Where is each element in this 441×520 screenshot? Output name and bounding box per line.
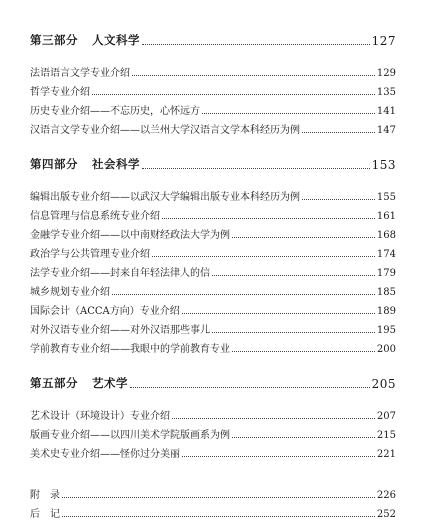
entry-page: 161 <box>376 211 396 222</box>
entry-title: 美术史专业介绍——怪你过分美丽 <box>30 449 180 460</box>
leader-dots <box>152 256 375 257</box>
entry-page: 135 <box>376 87 396 98</box>
toc-entry[interactable] <box>30 60 396 79</box>
toc-entry[interactable] <box>30 241 396 260</box>
entry-page: 207 <box>376 411 396 422</box>
leader-dots <box>162 218 375 219</box>
entry-title: 艺术设计（环境设计）专业介绍 <box>30 411 170 422</box>
leader-dots <box>202 113 375 114</box>
entry-page: 179 <box>376 268 396 279</box>
entry-page: 168 <box>376 230 396 241</box>
entry-title: 国际会计（ACCA方向）专业介绍 <box>30 306 180 317</box>
entry-page: 185 <box>376 287 396 298</box>
entry-title: 历史专业介绍——不忘历史，心怀远方 <box>30 106 200 117</box>
toc-entry[interactable] <box>30 441 396 460</box>
toc-entry[interactable] <box>30 98 396 117</box>
leader-dots <box>182 456 375 457</box>
toc-entry[interactable] <box>30 298 396 317</box>
entry-title: 法语语言文学专业介绍 <box>30 68 130 79</box>
toc-entry[interactable] <box>30 279 396 298</box>
entry-page: 174 <box>376 249 396 260</box>
section-title <box>30 156 140 172</box>
leader-dots <box>112 294 375 295</box>
section-name: 社会科学 <box>92 157 140 171</box>
toc-entry[interactable] <box>30 117 396 136</box>
entry-title: 后 记 <box>30 509 60 520</box>
section-title <box>30 32 140 48</box>
leader-dots <box>62 516 375 517</box>
leader-dots <box>130 387 370 388</box>
leader-dots <box>172 418 375 419</box>
leader-dots <box>212 275 375 276</box>
toc-entry[interactable] <box>30 317 396 336</box>
leader-dots <box>232 437 375 438</box>
entry-title: 汉语言文学专业介绍——以兰州大学汉语言文学本科经历为例 <box>30 125 300 136</box>
leader-dots <box>142 168 370 169</box>
entry-title: 附 录 <box>30 490 60 501</box>
leader-dots <box>182 313 375 314</box>
section-title <box>30 375 128 391</box>
entry-title: 学前教育专业介绍——我眼中的学前教育专业 <box>30 344 230 355</box>
leader-dots <box>92 94 375 95</box>
toc-entry[interactable] <box>30 260 396 279</box>
entry-page: 195 <box>376 325 396 336</box>
toc-entry[interactable] <box>30 222 396 241</box>
toc-entry[interactable] <box>30 79 396 98</box>
section-page: 153 <box>371 158 396 172</box>
leader-dots <box>302 132 375 133</box>
section-name: 人文科学 <box>92 33 140 47</box>
entry-page: 141 <box>376 106 396 117</box>
leader-dots <box>232 237 375 238</box>
entry-page: 226 <box>376 490 396 501</box>
entry-title: 政治学与公共管理专业介绍 <box>30 249 150 260</box>
entry-title: 版画专业介绍——以四川美术学院版画系为例 <box>30 430 230 441</box>
leader-dots <box>142 44 370 45</box>
section-header-3[interactable] <box>30 26 396 48</box>
section-page: 205 <box>371 377 396 391</box>
entry-page: 155 <box>376 192 396 203</box>
section-part: 第五部分 <box>30 376 78 390</box>
toc-entry-afterword[interactable] <box>30 501 396 520</box>
entry-title: 对外汉语专业介绍——对外汉语那些事儿 <box>30 325 210 336</box>
entry-page: 215 <box>376 430 396 441</box>
leader-dots <box>302 199 375 200</box>
toc-entry[interactable] <box>30 336 396 355</box>
entry-title: 编辑出版专业介绍——以武汉大学编辑出版专业本科经历为例 <box>30 192 300 203</box>
section-part: 第三部分 <box>30 33 78 47</box>
entry-title: 哲学专业介绍 <box>30 87 90 98</box>
leader-dots <box>132 75 375 76</box>
toc-entry[interactable] <box>30 403 396 422</box>
toc-entry[interactable] <box>30 203 396 222</box>
toc-entry-appendix[interactable] <box>30 482 396 501</box>
entry-page: 221 <box>376 449 396 460</box>
section-part: 第四部分 <box>30 157 78 171</box>
section-header-5[interactable] <box>30 369 396 391</box>
toc-entry[interactable] <box>30 422 396 441</box>
entry-title: 信息管理与信息系统专业介绍 <box>30 211 160 222</box>
table-of-contents <box>30 26 396 520</box>
entry-page: 129 <box>376 68 396 79</box>
leader-dots <box>232 351 375 352</box>
leader-dots <box>62 497 375 498</box>
entry-page: 189 <box>376 306 396 317</box>
toc-entry[interactable] <box>30 184 396 203</box>
leader-dots <box>212 332 375 333</box>
entry-title: 城乡规划专业介绍 <box>30 287 110 298</box>
entry-title: 金融学专业介绍——以中南财经政法大学为例 <box>30 230 230 241</box>
section-header-4[interactable] <box>30 150 396 172</box>
entry-page: 252 <box>376 509 396 520</box>
section-page: 127 <box>371 34 396 48</box>
entry-title: 法学专业介绍——封来自年轻法律人的信 <box>30 268 210 279</box>
entry-page: 200 <box>376 344 396 355</box>
entry-page: 147 <box>376 125 396 136</box>
section-name: 艺术学 <box>92 376 128 390</box>
